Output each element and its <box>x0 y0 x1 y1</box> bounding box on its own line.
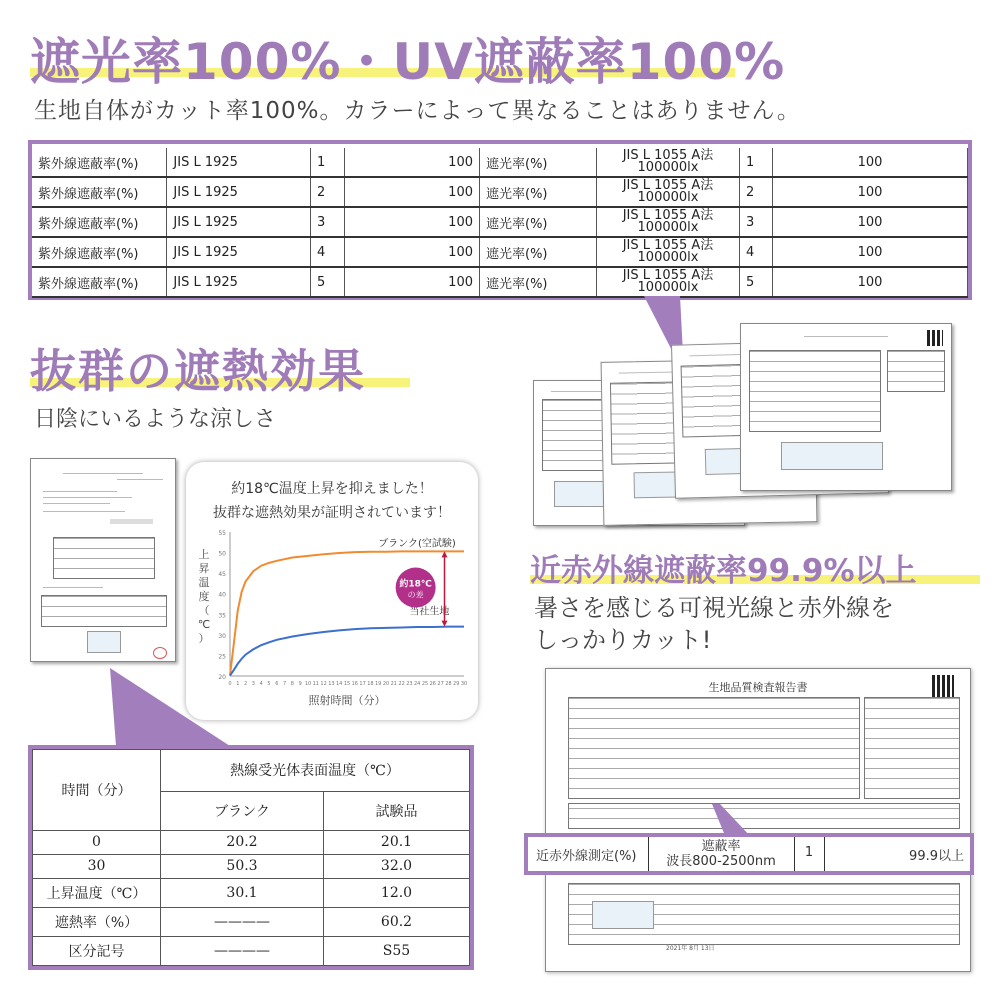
difference-badge-line-1: 約18℃ <box>399 579 432 590</box>
temp-blank: 30.1 <box>161 878 324 907</box>
temp-row <box>33 854 470 878</box>
y-tick-label: 55 <box>218 530 226 537</box>
x-tick-label: 2 <box>244 681 248 687</box>
light-no: 4 <box>740 237 773 267</box>
performance-table-box <box>28 140 972 300</box>
temp-label: 遮熱率（%） <box>33 907 161 936</box>
heat-test-report-doc <box>30 458 176 662</box>
col-blank-header: ブランク <box>161 791 324 830</box>
x-tick-label: 22 <box>398 681 405 687</box>
title-heat-shield: 抜群の遮熱効果 <box>30 344 366 398</box>
temp-blank: ———— <box>161 936 324 965</box>
chart-caption-2: 抜群な遮熱効果が証明されています！ <box>213 505 451 521</box>
x-tick-label: 19 <box>375 681 382 687</box>
callout-method-2: 波長800-2500nm <box>666 854 776 869</box>
light-method <box>597 177 740 207</box>
light-label: 遮光率(%) <box>480 237 597 267</box>
uv-row <box>32 207 480 237</box>
x-tick-label: 24 <box>414 681 421 687</box>
uv-value: 100 <box>344 237 479 267</box>
x-tick-label: 13 <box>328 681 335 687</box>
light-value: 100 <box>773 207 968 237</box>
uv-method: JIS L 1925 <box>167 177 311 207</box>
light-value: 100 <box>773 267 968 297</box>
subtitle-shade: 日陰にいるような涼しさ <box>34 407 277 432</box>
x-tick-label: 9 <box>298 681 302 687</box>
light-method-1: JIS L 1055 A法 <box>622 178 714 193</box>
legend-product: 当社生地 <box>409 606 450 618</box>
x-tick-label: 5 <box>267 681 271 687</box>
uv-method: JIS L 1925 <box>167 267 311 297</box>
y-axis-label-char: 上 <box>198 548 210 561</box>
light-method-1: JIS L 1055 A法 <box>622 268 714 283</box>
difference-badge-line-2: の差 <box>407 590 424 600</box>
subtitle-visible-infrared <box>534 592 894 656</box>
light-method <box>597 267 740 297</box>
x-tick-label: 16 <box>351 681 358 687</box>
qr-code-icon <box>932 675 954 697</box>
chart-caption-1: 約18℃温度上昇を抑えました！ <box>231 481 433 497</box>
x-tick-label: 6 <box>275 681 279 687</box>
title-near-infrared: 近赤外線遮蔽率99.9%以上 <box>530 553 917 589</box>
uv-no: 1 <box>310 148 344 177</box>
x-tick-label: 4 <box>259 681 263 687</box>
temp-blank: 20.2 <box>161 830 324 854</box>
x-tick-label: 28 <box>445 681 452 687</box>
light-no: 5 <box>740 267 773 297</box>
callout-method-1: 遮蔽率 <box>701 839 741 854</box>
light-method <box>597 207 740 237</box>
light-row <box>480 207 968 237</box>
subtitle-cut-rate: 生地自体がカット率100%。カラーによって異なることはありません。 <box>34 98 801 124</box>
temp-blank: 50.3 <box>161 854 324 878</box>
col-time-header: 時間（分） <box>33 750 161 831</box>
x-tick-label: 18 <box>367 681 374 687</box>
uv-row <box>32 177 480 207</box>
uv-method: JIS L 1925 <box>167 237 311 267</box>
y-tick-label: 50 <box>218 550 226 558</box>
temperature-table <box>32 749 470 966</box>
x-tick-label: 14 <box>336 681 343 687</box>
light-method-2: 100000lx <box>637 190 699 205</box>
report-date: 2021年 8月 13日 <box>666 945 715 952</box>
report-title: 生地品質検査報告書 <box>708 681 808 694</box>
x-tick-label: 1 <box>236 681 240 687</box>
uv-value: 100 <box>344 148 479 177</box>
uv-row <box>32 148 480 177</box>
uv-value: 100 <box>344 267 479 297</box>
light-label: 遮光率(%) <box>480 148 597 177</box>
light-row <box>480 177 968 207</box>
series-line-2 <box>230 627 464 676</box>
x-tick-label: 30 <box>460 681 468 687</box>
temp-sample: 20.1 <box>324 830 470 854</box>
callout-value: 99.9以上 <box>909 849 964 864</box>
report-doc-4 <box>740 323 952 491</box>
uv-method: JIS L 1925 <box>167 207 311 237</box>
x-tick-label: 23 <box>406 681 413 687</box>
x-tick-label: 8 <box>290 681 294 687</box>
y-axis-label-char: ℃ <box>197 618 211 631</box>
near-infrared-callout <box>524 833 974 875</box>
temp-sample: 32.0 <box>324 854 470 878</box>
light-method-1: JIS L 1055 A法 <box>622 238 714 253</box>
uv-no: 3 <box>310 207 344 237</box>
light-value: 100 <box>773 237 968 267</box>
temp-sample: S55 <box>324 936 470 965</box>
light-method <box>597 148 740 177</box>
x-tick-label: 7 <box>283 681 287 687</box>
light-label: 遮光率(%) <box>480 267 597 297</box>
light-row <box>480 148 968 177</box>
light-no: 1 <box>740 148 773 177</box>
x-tick-label: 25 <box>421 681 429 687</box>
x-tick-label: 0 <box>228 681 232 687</box>
uv-no: 2 <box>310 177 344 207</box>
uv-table <box>32 148 480 298</box>
uv-label: 紫外線遮蔽率(%) <box>32 207 167 237</box>
light-value: 100 <box>773 177 968 207</box>
y-axis-label-char: （ <box>198 604 210 617</box>
temp-label: 0 <box>33 830 161 854</box>
callout-method <box>648 839 794 869</box>
y-tick-label: 45 <box>218 571 226 579</box>
temp-label: 上昇温度（℃） <box>33 878 161 907</box>
y-tick-label: 25 <box>218 653 226 661</box>
light-method-2: 100000lx <box>637 280 699 295</box>
temp-row <box>33 830 470 854</box>
light-row <box>480 267 968 297</box>
y-axis-label-char: 温 <box>198 576 210 589</box>
light-row <box>480 237 968 267</box>
x-tick-label: 26 <box>429 681 436 687</box>
y-tick-label: 30 <box>218 632 226 640</box>
x-tick-label: 10 <box>304 681 312 687</box>
temp-blank: ———— <box>161 907 324 936</box>
uv-value: 100 <box>344 177 479 207</box>
callout-label: 近赤外線測定(%) <box>536 849 637 864</box>
light-no: 2 <box>740 177 773 207</box>
quality-report-doc <box>545 668 971 972</box>
x-tick-label: 29 <box>453 681 460 687</box>
uv-row <box>32 237 480 267</box>
x-tick-label: 11 <box>312 681 319 687</box>
light-label: 遮光率(%) <box>480 207 597 237</box>
temp-row <box>33 878 470 907</box>
title-shading-uv: 遮光率100%・UV遮蔽率100% <box>30 33 786 91</box>
light-method-2: 100000lx <box>637 220 699 235</box>
light-method <box>597 237 740 267</box>
temp-label: 区分記号 <box>33 936 161 965</box>
temp-row <box>33 907 470 936</box>
light-label: 遮光率(%) <box>480 177 597 207</box>
uv-label: 紫外線遮蔽率(%) <box>32 148 167 177</box>
callout-no: 1 <box>804 845 814 860</box>
x-tick-label: 21 <box>390 681 397 687</box>
uv-method: JIS L 1925 <box>167 148 311 177</box>
light-method-2: 100000lx <box>637 250 699 265</box>
light-method-1: JIS L 1055 A法 <box>622 148 714 163</box>
light-method-2: 100000lx <box>637 160 699 175</box>
uv-no: 4 <box>310 237 344 267</box>
y-tick-label: 40 <box>218 591 226 599</box>
x-tick-label: 3 <box>251 681 255 687</box>
y-axis-label-char: ） <box>198 632 210 645</box>
temperature-table-box <box>28 745 474 970</box>
pointer-arrow-2 <box>110 668 250 750</box>
x-tick-label: 12 <box>320 681 327 687</box>
temp-row <box>33 936 470 965</box>
x-tick-label: 15 <box>343 681 351 687</box>
light-no: 3 <box>740 207 773 237</box>
light-value: 100 <box>773 148 968 177</box>
subtitle-line-2: しっかりカット! <box>534 626 712 654</box>
uv-value: 100 <box>344 207 479 237</box>
legend-blank: ブランク(空試験) <box>378 538 456 550</box>
x-axis-label: 照射時間（分） <box>308 694 386 707</box>
light-method-1: JIS L 1055 A法 <box>622 208 714 223</box>
col-group-header: 熱線受光体表面温度（℃） <box>161 750 470 792</box>
y-axis-label-char: 度 <box>198 590 210 603</box>
temp-label: 30 <box>33 854 161 878</box>
light-table <box>480 148 968 298</box>
col-sample-header: 試験品 <box>324 791 470 830</box>
x-tick-label: 20 <box>382 681 390 687</box>
uv-row <box>32 267 480 297</box>
uv-no: 5 <box>310 267 344 297</box>
uv-label: 紫外線遮蔽率(%) <box>32 177 167 207</box>
y-tick-label: 35 <box>218 612 226 620</box>
uv-label: 紫外線遮蔽率(%) <box>32 237 167 267</box>
y-tick-label: 20 <box>218 674 226 681</box>
x-tick-label: 17 <box>359 681 366 687</box>
subtitle-line-1: 暑さを感じる可視光線と赤外線を <box>534 594 894 622</box>
y-axis-label-char: 昇 <box>198 562 210 575</box>
uv-label: 紫外線遮蔽率(%) <box>32 267 167 297</box>
x-tick-label: 27 <box>437 681 444 687</box>
temp-sample: 60.2 <box>324 907 470 936</box>
temp-sample: 12.0 <box>324 878 470 907</box>
